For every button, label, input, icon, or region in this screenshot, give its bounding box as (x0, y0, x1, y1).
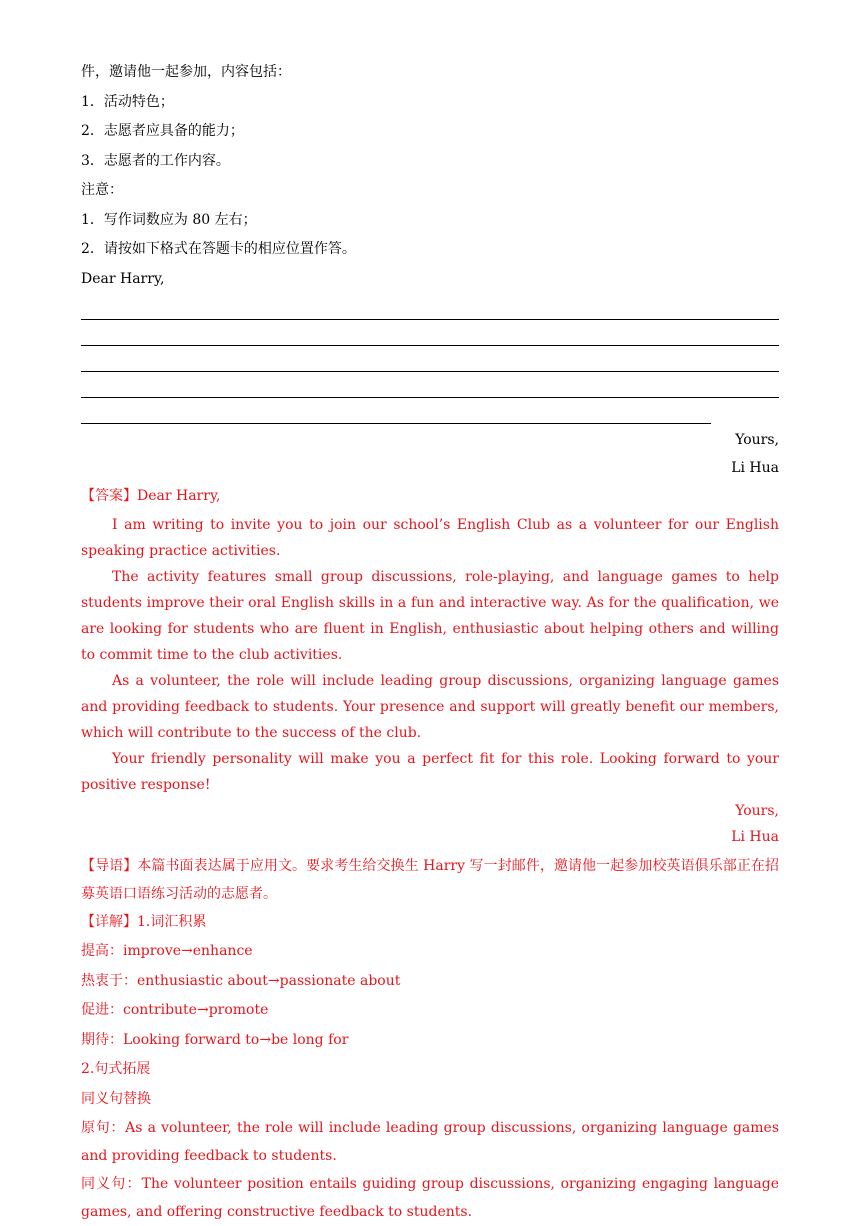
synonym-sentence: 同义句：The volunteer position entails guiding group discussions, organizing engaging language games, and offering constructive feedback to students. (81, 1170, 779, 1226)
notes-title: 注意： (81, 176, 779, 206)
vocab-item: 热衷于：enthusiastic about→passionate about (81, 967, 779, 997)
detail-tag: 【详解】 (81, 914, 137, 930)
note-item: 1．写作词数应为 80 左右； (81, 206, 779, 236)
answer-section (81, 481, 779, 850)
answer-closing: Yours, (81, 798, 779, 824)
task-point: 3．志愿者的工作内容。 (81, 147, 779, 177)
answer-greeting: Dear Harry, (137, 488, 220, 504)
answer-blank-lines (81, 294, 779, 424)
answer-paragraph: As a volunteer, the role will include leading group discussions, organizing language games and providing feedback to students. Your presence and support will greatly benefit our members, which will contribute to the success of the club. (81, 668, 779, 746)
blank-line (81, 346, 779, 372)
guide-text: 本篇书面表达属于应用文。要求考生给交换生 Harry 写一封邮件，邀请他一起参加校英语俱乐部正在招募英语口语练习活动的志愿者。 (81, 858, 779, 902)
task-point: 1．活动特色； (81, 88, 779, 118)
letter-greeting: Dear Harry, (81, 265, 779, 295)
vocab-item: 促进：contribute→promote (81, 996, 779, 1026)
answer-signature: Li Hua (81, 824, 779, 850)
letter-signature: Li Hua (81, 456, 779, 481)
detail-section (81, 908, 779, 1226)
vocab-item: 期待：Looking forward to→be long for (81, 1026, 779, 1056)
letter-closing: Yours, (81, 426, 779, 456)
blank-line (81, 320, 779, 346)
blank-line (81, 294, 779, 320)
original-sentence: 原句：As a volunteer, the role will include leading group discussions, organizing language games and providing feedback to students. (81, 1114, 779, 1170)
document-page (81, 58, 779, 1226)
note-item: 2．请按如下格式在答题卡的相应位置作答。 (81, 235, 779, 265)
sub-heading: 同义句替换 (81, 1085, 779, 1115)
guide-tag: 【导语】 (81, 858, 137, 874)
answer-paragraph: The activity features small group discussions, role-playing, and language games to help students improve their oral English skills in a fun and interactive way. As for the qualification, we are looking for students who are fluent in English, enthusiastic about helping others and willing to commit time to the club activities. (81, 564, 779, 668)
section-heading: 2.句式拓展 (81, 1055, 779, 1085)
task-intro: 件，邀请他一起参加，内容包括： (81, 58, 779, 88)
blank-line (81, 372, 779, 398)
guide-section (81, 852, 779, 908)
answer-tag: 【答案】 (81, 488, 137, 504)
vocab-item: 提高：improve→enhance (81, 937, 779, 967)
detail-title: 1.词汇积累 (137, 914, 206, 930)
blank-line (81, 398, 711, 424)
answer-paragraph: Your friendly personality will make you a perfect fit for this role. Looking forward to your positive response! (81, 746, 779, 798)
task-point: 2．志愿者应具备的能力； (81, 117, 779, 147)
answer-paragraph: I am writing to invite you to join our school’s English Club as a volunteer for our English speaking practice activities. (81, 512, 779, 564)
